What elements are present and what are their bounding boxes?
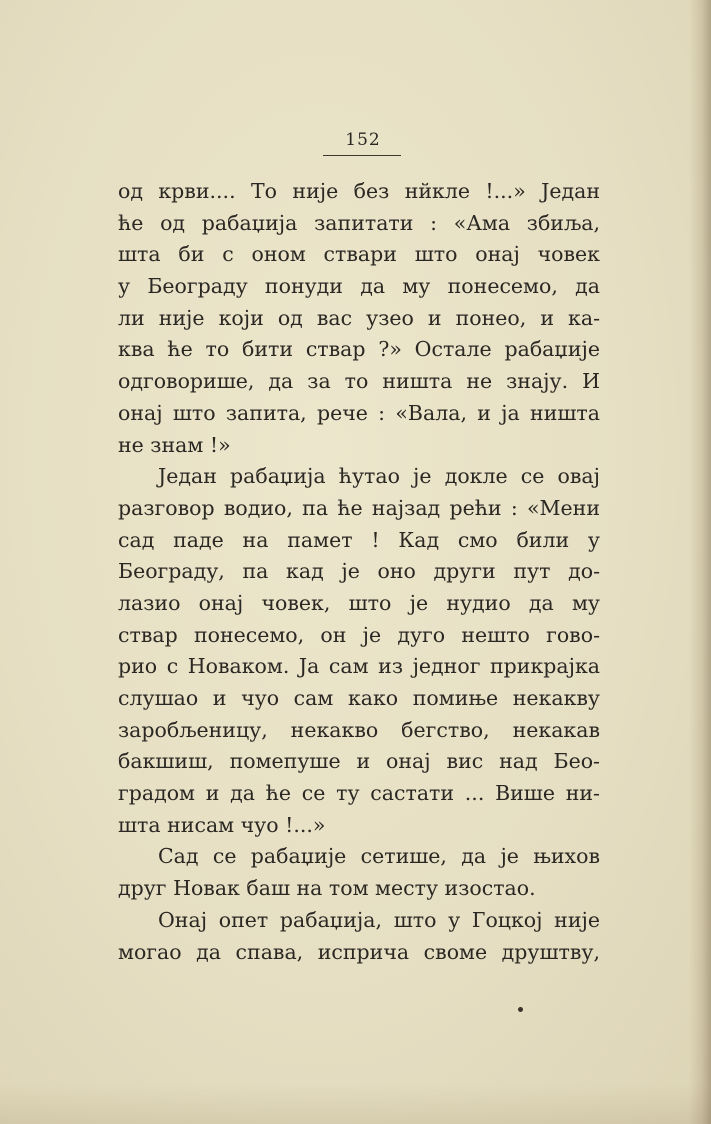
text-line: ква ће то бити ствар ?» Остале рабаџије — [118, 337, 600, 362]
page-bottom-shadow — [0, 1084, 711, 1124]
text-line: Онај опет рабаџија, што у Гоцкој није — [158, 907, 600, 932]
text-line: слушао и чуо сам како помиње некакву — [118, 686, 600, 710]
ink-speck — [518, 1007, 523, 1012]
text-line: могао да спава, исприча своме друштву, — [118, 939, 600, 964]
text-line: друг Новак баш на том месту изостао. — [118, 876, 536, 901]
text-line: шта би с оном ствари што онај човек — [118, 242, 600, 267]
text-line: лазио онај човек, што је нудио да му — [118, 590, 600, 615]
text-line: не знам !» — [118, 432, 231, 457]
text-line: бакшиш, помепуше и онај вис над Бео- — [118, 749, 600, 774]
text-line: градом и да ће се ту састати ... Више ни- — [118, 781, 600, 806]
text-line: Београду, па кад је оно други пут до- — [118, 559, 600, 584]
body-text — [118, 176, 600, 968]
text-line: онај што запита, рече : «Вала, и ја ништа — [118, 400, 600, 425]
text-line: ли није који од вас узео и понео, и ка- — [118, 305, 600, 330]
page-number: 152 — [345, 130, 381, 150]
text-line: разговор водио, па ће најзад рећи : «Мени — [118, 495, 600, 520]
text-line: ствар понесемо, он је дуго нешто гово- — [118, 622, 600, 647]
text-line: у Београду понуди да му понесемо, да — [118, 274, 600, 299]
page-edge-shadow — [689, 0, 711, 1124]
text-line: Један рабаџија ћутао је докле се овај — [158, 464, 600, 489]
text-line: заробљеницу, некакво бегство, некакав — [118, 717, 600, 742]
text-line: сад паде на памет ! Кад смо били у — [118, 527, 600, 552]
text-line: ће од рабаџија запитати : «Ама збиља, — [118, 210, 600, 235]
text-line: од крви.... То није без нйкле !...» Један — [118, 179, 600, 203]
text-line: одговорише, да за то ништа не знају. И — [118, 369, 600, 394]
text-line: Сад се рабаџије сетише, да је њихов — [158, 844, 600, 869]
text-line: шта нисам чуо !...» — [118, 812, 326, 837]
header-rule — [323, 155, 401, 156]
text-line: рио с Новаком. Ја сам из једног прикрајка — [118, 654, 600, 679]
